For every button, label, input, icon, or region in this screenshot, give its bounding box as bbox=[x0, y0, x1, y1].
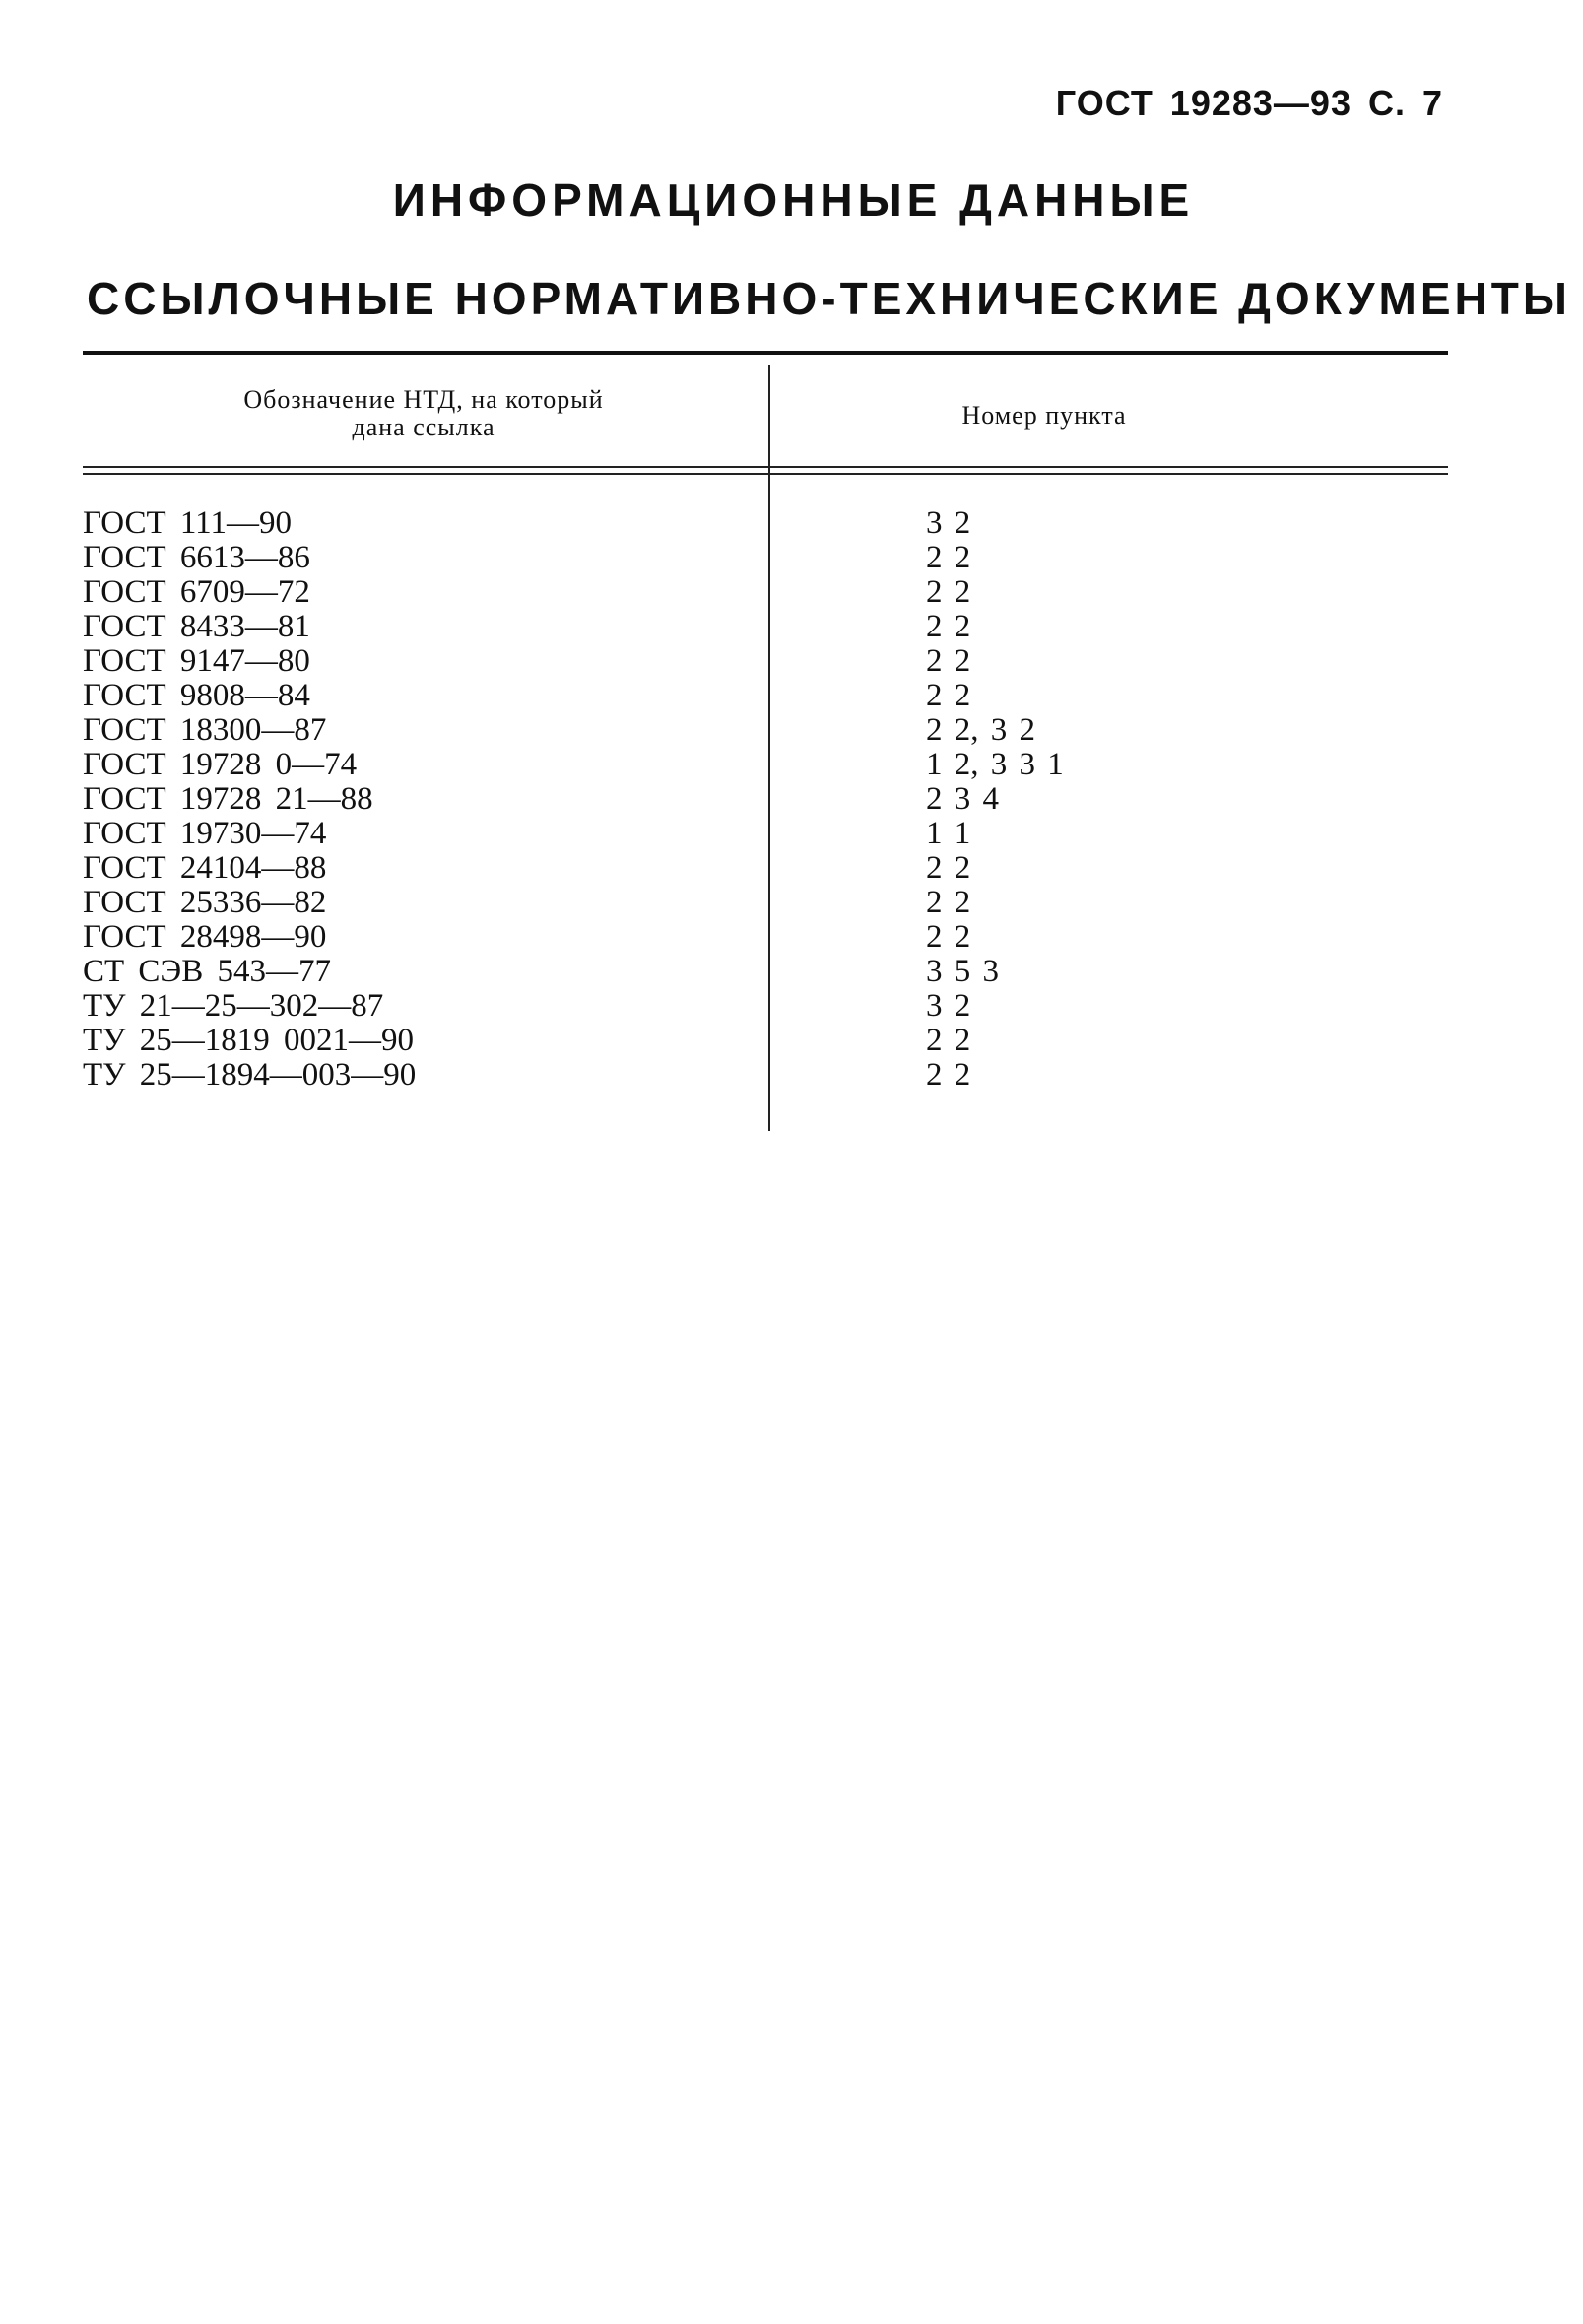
table-cell-clause: 2 2 bbox=[926, 850, 971, 886]
table-row bbox=[83, 989, 1448, 1024]
table-cell-clause: 3 2 bbox=[926, 505, 971, 541]
table-row bbox=[83, 575, 1448, 610]
table-cell-document: ГОСТ 111—90 bbox=[83, 505, 292, 541]
table-row bbox=[83, 886, 1448, 920]
table-top-rule bbox=[83, 351, 1448, 355]
table-cell-document: ГОСТ 28498—90 bbox=[83, 919, 327, 955]
table-row bbox=[83, 679, 1448, 713]
table-row bbox=[83, 817, 1448, 851]
table-cell-document: ГОСТ 8433—81 bbox=[83, 609, 310, 644]
table-cell-document: ГОСТ 25336—82 bbox=[83, 885, 327, 920]
table-header-rule-upper bbox=[83, 466, 1448, 468]
table-cell-document: ГОСТ 19728 0—74 bbox=[83, 747, 358, 782]
table-cell-clause: 2 2 bbox=[926, 1057, 971, 1093]
page-header-reference: ГОСТ 19283—93 С. 7 bbox=[1055, 83, 1443, 123]
table-cell-clause: 1 2, 3 3 1 bbox=[926, 747, 1064, 782]
table-cell-document: ГОСТ 19728 21—88 bbox=[83, 781, 373, 817]
table-row bbox=[83, 1058, 1448, 1093]
table-row bbox=[83, 851, 1448, 886]
table-row bbox=[83, 644, 1448, 679]
table-cell-clause: 2 2 bbox=[926, 540, 971, 575]
table-cell-document: ГОСТ 9808—84 bbox=[83, 678, 310, 713]
table-cell-document: ТУ 21—25—302—87 bbox=[83, 988, 384, 1024]
section-title: ССЫЛОЧНЫЕ НОРМАТИВНО-ТЕХНИЧЕСКИЕ ДОКУМЕНТЫ bbox=[87, 273, 1571, 324]
table-row bbox=[83, 506, 1448, 541]
table-header-document bbox=[148, 386, 699, 441]
table-cell-clause: 2 3 4 bbox=[926, 781, 999, 817]
table-cell-clause: 2 2 bbox=[926, 1023, 971, 1058]
table-row bbox=[83, 748, 1448, 782]
table-cell-clause: 2 2 bbox=[926, 885, 971, 920]
table-row bbox=[83, 1024, 1448, 1058]
table-cell-document: СТ СЭВ 543—77 bbox=[83, 954, 331, 989]
table-body bbox=[83, 506, 1448, 1093]
table-cell-document: ГОСТ 9147—80 bbox=[83, 643, 310, 679]
table-cell-clause: 3 2 bbox=[926, 988, 971, 1024]
table-cell-clause: 2 2, 3 2 bbox=[926, 712, 1035, 748]
table-cell-clause: 2 2 bbox=[926, 678, 971, 713]
table-cell-document: ТУ 25—1894—003—90 bbox=[83, 1057, 417, 1093]
table-row bbox=[83, 955, 1448, 989]
table-cell-document: ГОСТ 18300—87 bbox=[83, 712, 327, 748]
table-row bbox=[83, 610, 1448, 644]
table-cell-document: ГОСТ 6613—86 bbox=[83, 540, 310, 575]
table-cell-clause: 1 1 bbox=[926, 816, 971, 851]
table-cell-document: ГОСТ 6709—72 bbox=[83, 574, 310, 610]
table-header-document-line1: Обозначение НТД, на который bbox=[243, 385, 604, 414]
table-cell-document: ГОСТ 19730—74 bbox=[83, 816, 327, 851]
table-cell-clause: 2 2 bbox=[926, 643, 971, 679]
table-cell-clause: 2 2 bbox=[926, 609, 971, 644]
table-row bbox=[83, 782, 1448, 817]
table-cell-document: ГОСТ 24104—88 bbox=[83, 850, 327, 886]
table-header-rule-lower bbox=[83, 473, 1448, 475]
table-cell-clause: 2 2 bbox=[926, 919, 971, 955]
page-title: ИНФОРМАЦИОННЫЕ ДАННЫЕ bbox=[392, 174, 1195, 226]
table-row bbox=[83, 920, 1448, 955]
table-row bbox=[83, 713, 1448, 748]
table-header-clause: Номер пункта bbox=[961, 401, 1127, 430]
table-header-document-line2: дана ссылка bbox=[352, 413, 495, 441]
table-cell-clause: 3 5 3 bbox=[926, 954, 999, 989]
table-cell-clause: 2 2 bbox=[926, 574, 971, 610]
table-cell-document: ТУ 25—1819 0021—90 bbox=[83, 1023, 415, 1058]
table-row bbox=[83, 541, 1448, 575]
